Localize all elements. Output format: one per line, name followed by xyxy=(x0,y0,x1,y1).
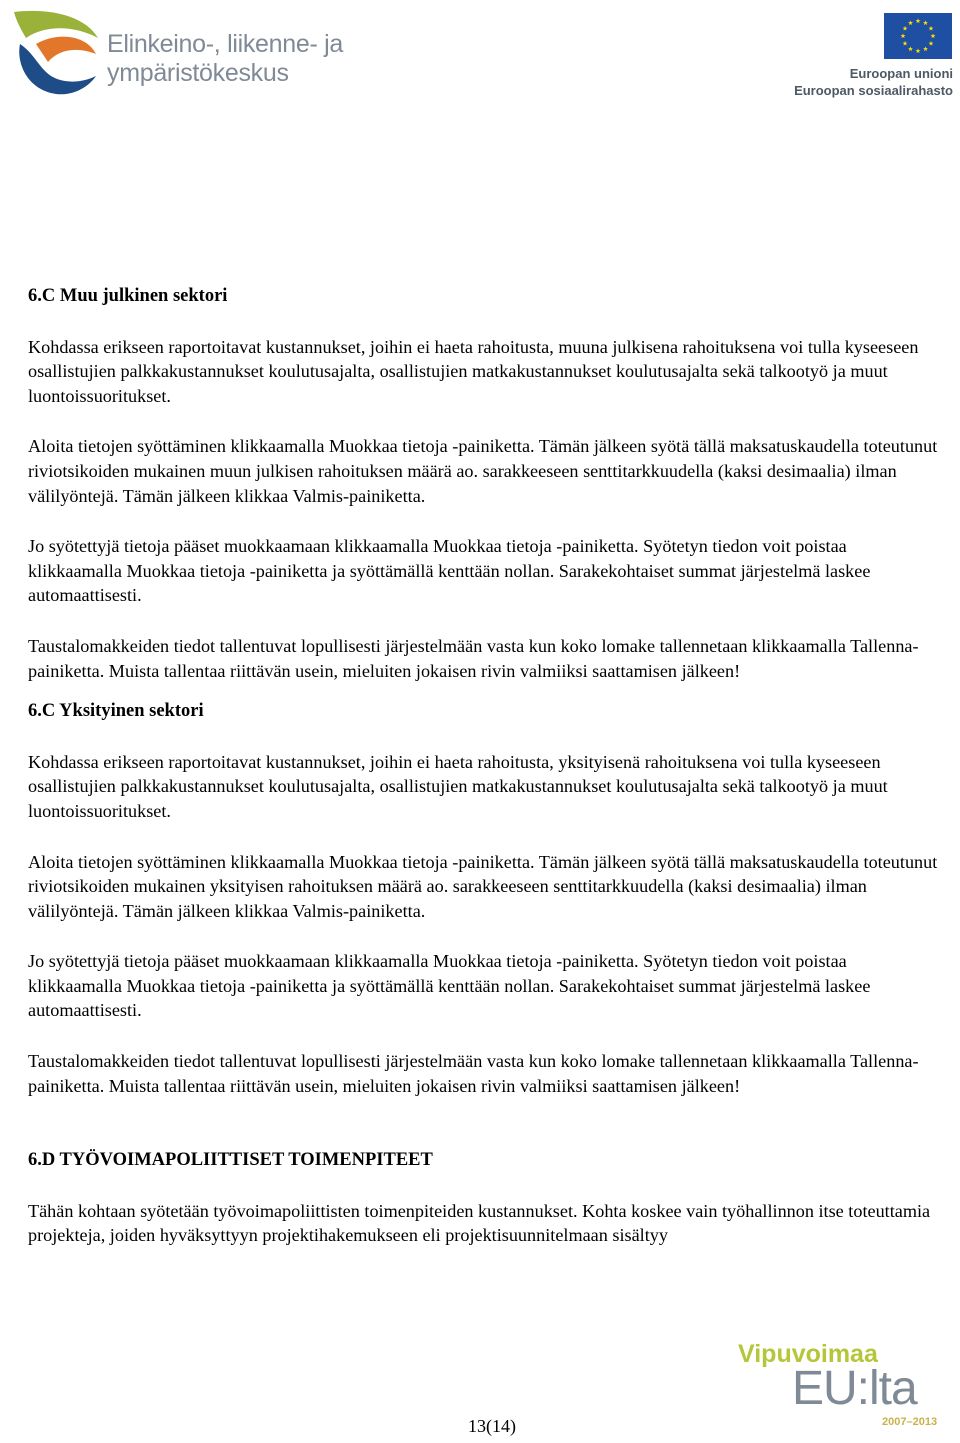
ely-name-line2: ympäristökeskus xyxy=(107,59,289,87)
paragraph: Jo syötettyjä tietoja pääset muokkaamaan klikkaamalla Muokkaa tietoja -painiketta. Syötetyn tiedon voit poistaa klikkaamalla Muokkaa tietoja -painiketta ja syöttämällä kenttään nollan. Sarakekohtaiset summat järjestelmä laskee automaattisesti. xyxy=(28,536,871,606)
page-header xyxy=(0,0,960,110)
paragraph: Jo syötettyjä tietoja pääset muokkaamaan klikkaamalla Muokkaa tietoja -painiketta. Syötetyn tiedon voit poistaa klikkaamalla Muokkaa tietoja -painiketta ja syöttämällä kenttään nollan. Sarakekohtaiset summat järjestelmä laskee automaattisesti. xyxy=(28,951,871,1021)
page-number: 13(14) xyxy=(468,1416,516,1436)
paragraph: Aloita tietojen syöttäminen klikkaamalla Muokkaa tietoja -painiketta. Tämän jälkeen syötä tällä maksatuskaudella toteutunut riviotsikoiden mukainen muun julkisen rahoituksen määrä ao. sarakkeeseen senttitarkkuudella (kaksi desimaalia) ilman välilyöntejä. Tämän jälkeen klikkaa Valmis-painiketta. xyxy=(28,436,938,506)
vipu-years: 2007–2013 xyxy=(882,1416,938,1428)
ely-centre-name xyxy=(107,30,343,88)
section-heading-tyovoimapoliittiset: 6.D TYÖVOIMAPOLIITTISET TOIMENPITEET xyxy=(28,1150,433,1171)
paragraph: Tähän kohtaan syötetään työvoimapoliittisten toimenpiteiden kustannukset. Kohta koskee vain työhallinnon itse toteuttamia projekteja, joiden hyväksyttyyn projektihakemukseen eli projektisuunnitelmaan sisältyy xyxy=(28,1200,931,1246)
paragraph: Taustalomakkeiden tiedot tallentuvat lopullisesti järjestelmään vasta kun koko lomake tallennetaan klikkaamalla Tallenna-painiketta. Muista tallentaa riittävän usein, mieluiten jokaisen rivin valmiiksi saattamisen jälkeen! xyxy=(28,635,919,681)
ely-centre-logo-icon xyxy=(6,4,102,96)
paragraph: Taustalomakkeiden tiedot tallentuvat lopullisesti järjestelmään vasta kun koko lomake tallennetaan klikkaamalla Tallenna-painiketta. Muista tallentaa riittävän usein, mieluiten jokaisen rivin valmiiksi saattamisen jälkeen! xyxy=(28,1051,919,1096)
paragraph: Kohdassa erikseen raportoitavat kustannukset, joihin ei haeta rahoitusta, yksityisenä rahoituksena voi tulla kyseeseen osallistujien palkkakustannukset koulutusajalta, osallistujien matkakustannukset koulutusajalta sekä talkootyö ja muut luontoissuoritukset. xyxy=(28,751,888,821)
vipu-title: Vipuvoimaa xyxy=(738,1340,878,1368)
ely-name-line1: Elinkeino-, liikenne- ja xyxy=(107,30,343,58)
section-heading-muu-julkinen: 6.C Muu julkinen sektori xyxy=(28,286,228,306)
paragraph: Aloita tietojen syöttäminen klikkaamalla Muokkaa tietoja -painiketta. Tämän jälkeen syötä tällä maksatuskaudella toteutunut riviotsikoiden mukainen yksityisen rahoituksen määrä ao. sarakkeeseen senttitarkkuudella (kaksi desimaalia) ilman välilyöntejä. Tämän jälkeen klikkaa Valmis-painiketta. xyxy=(28,851,938,921)
eu-fund-label xyxy=(794,65,953,99)
section-heading-yksityinen: 6.C Yksityinen sektori xyxy=(28,701,204,722)
eu-label-line1: Euroopan unioni xyxy=(849,66,953,81)
paragraph: Kohdassa erikseen raportoitavat kustannukset, joihin ei haeta rahoitusta, muuna julkisena rahoituksena voi tulla kyseeseen osallistujien palkkakustannukset koulutusajalta, osallistujien matkakustannukset koulutusajalta sekä talkootyö ja muut luontoissuoritukset. xyxy=(28,336,919,406)
vipu-eu-text: EU:lta xyxy=(792,1362,917,1415)
document-body xyxy=(28,284,944,1248)
eu-label-line2: Euroopan sosiaalirahasto xyxy=(794,83,953,98)
eu-flag-icon xyxy=(884,13,952,59)
